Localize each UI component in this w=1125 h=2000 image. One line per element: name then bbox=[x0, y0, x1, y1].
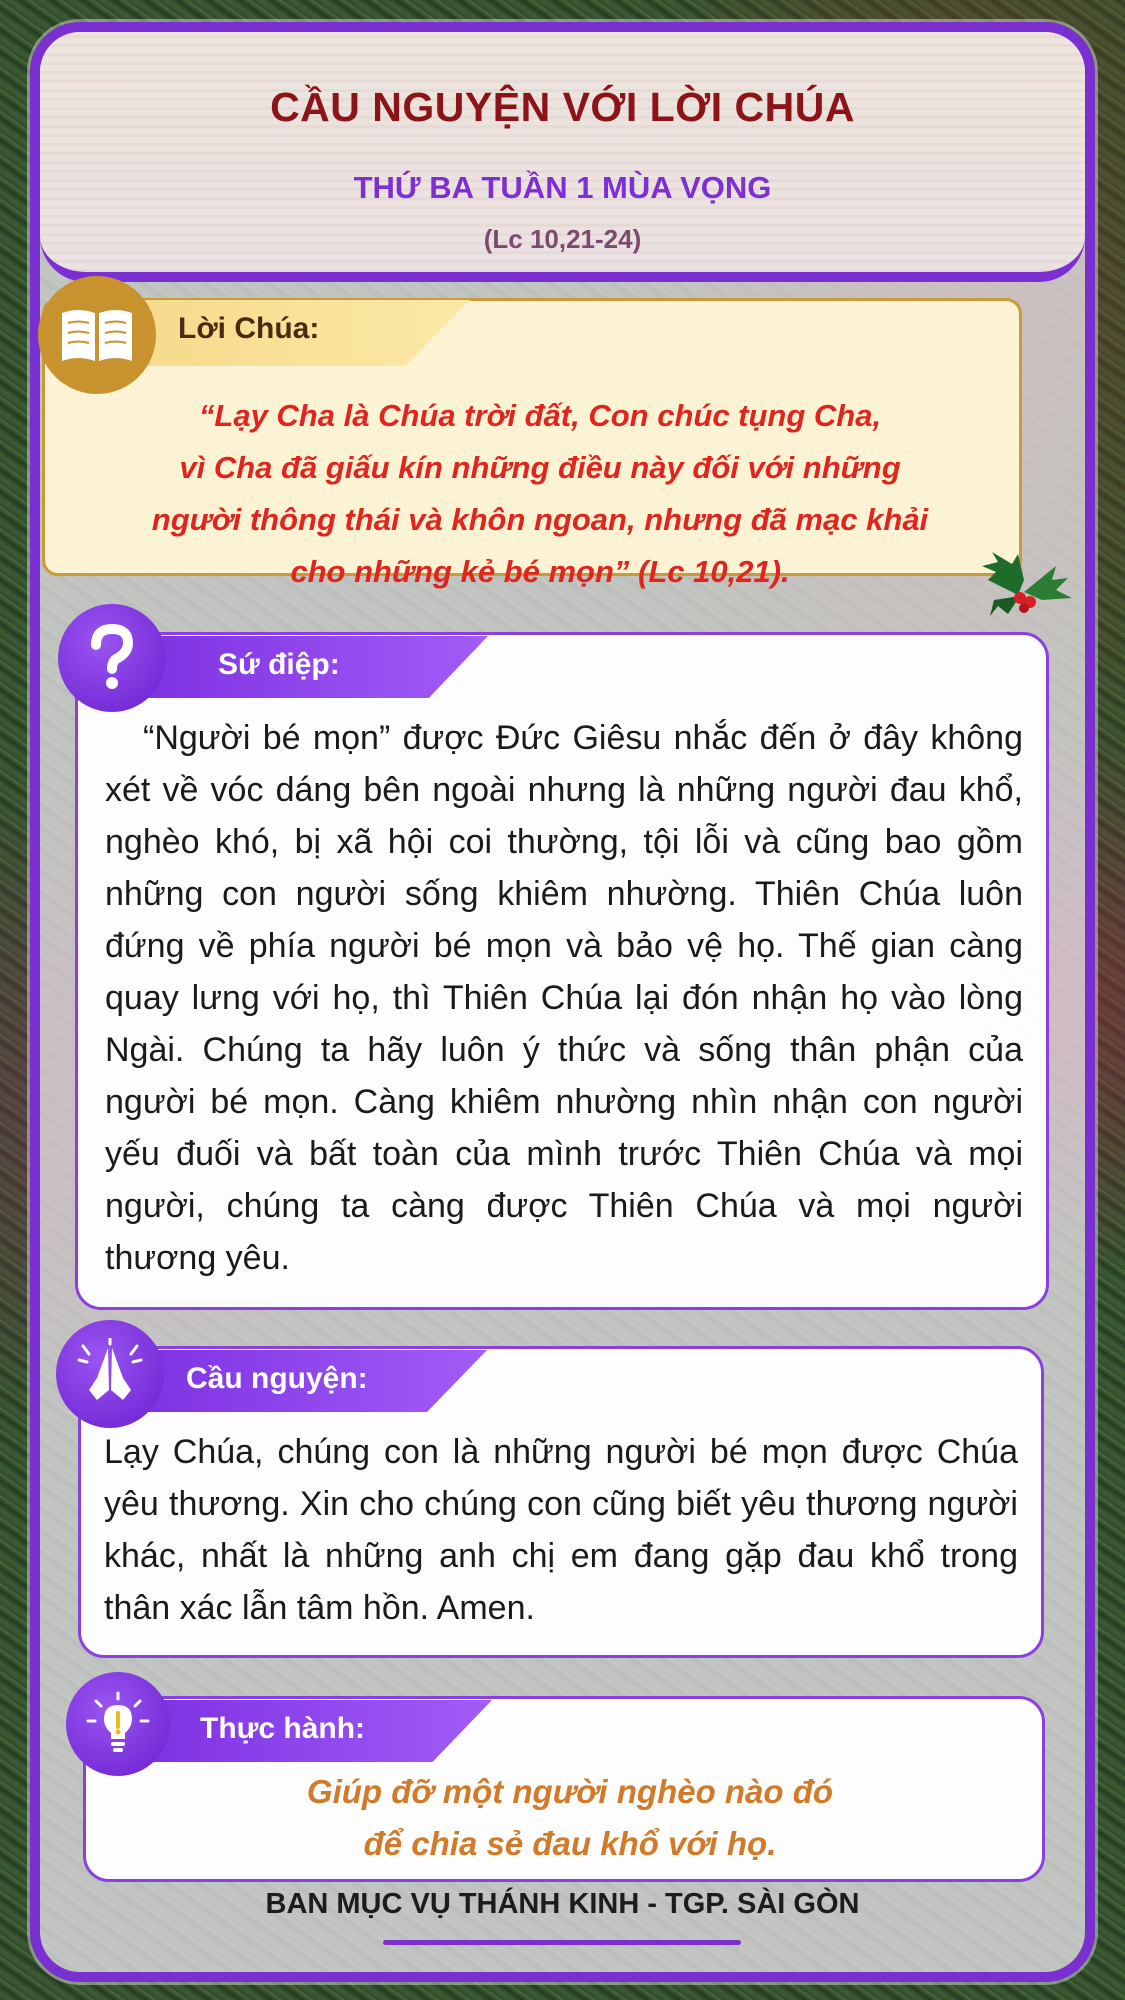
practice-text bbox=[120, 1766, 1020, 1870]
book-icon bbox=[38, 276, 156, 394]
scripture-line: cho những kẻ bé mọn” (Lc 10,21). bbox=[290, 554, 790, 589]
scripture-line: vì Cha đã giấu kín những điều này đối với những bbox=[179, 450, 901, 485]
header bbox=[40, 32, 1085, 282]
page-title: CẦU NGUYỆN VỚI LỜI CHÚA bbox=[270, 84, 855, 130]
scripture-reference: (Lc 10,21-24) bbox=[483, 224, 642, 254]
scripture-line: “Lạy Cha là Chúa trời đất, Con chúc tụng Cha, bbox=[198, 398, 882, 433]
page-subtitle: THỨ BA TUẦN 1 MÙA VỌNG bbox=[353, 170, 772, 205]
prayer-label: Cầu nguyện: bbox=[186, 1362, 368, 1395]
scripture-label: Lời Chúa: bbox=[178, 312, 320, 345]
practice-line: Giúp đỡ một người nghèo nào đó bbox=[306, 1773, 834, 1810]
praying-hands-icon bbox=[56, 1320, 164, 1428]
scripture-quote bbox=[100, 390, 980, 598]
holly-icon bbox=[968, 540, 1078, 620]
question-icon bbox=[58, 604, 166, 712]
practice-label: Thực hành: bbox=[200, 1712, 366, 1745]
practice-line: để chia sẻ đau khổ với họ. bbox=[363, 1825, 777, 1862]
lightbulb-icon bbox=[66, 1672, 170, 1776]
footer-divider bbox=[383, 1940, 741, 1945]
prayer-text: Lạy Chúa, chúng con là những người bé mọn được Chúa yêu thương. Xin cho chúng con cũng biết yêu thương người khác, nhất là những anh chị em đang gặp đau khổ trong thân xác lẫn tâm hồn. Amen. bbox=[104, 1433, 1018, 1627]
message-label: Sứ điệp: bbox=[218, 648, 340, 681]
scripture-line: người thông thái và khôn ngoan, nhưng đã mạc khải bbox=[151, 502, 929, 537]
message-text: “Người bé mọn” được Đức Giêsu nhắc đến ở đây không xét về vóc dáng bên ngoài nhưng là những người đau khổ, nghèo khó, bị xã hội coi thường, tội lỗi và cũng bao gồm những con người sống khiêm nhường. Thiên Chúa luôn đứng về phía người bé mọn và bảo vệ họ. Thế gian càng quay lưng với họ, thì Thiên Chúa lại đón nhận họ vào lòng Ngài. Chúng ta hãy luôn ý thức và sống thân phận của người bé mọn. Càng khiêm nhường nhìn nhận con người yếu đuối và bất toàn của mình trước Thiên Chúa và mọi người, chúng ta càng được Thiên Chúa và mọi người thương yêu. bbox=[105, 719, 1023, 1277]
footer-credit: BAN MỤC VỤ THÁNH KINH - TGP. SÀI GÒN bbox=[265, 1888, 860, 1920]
